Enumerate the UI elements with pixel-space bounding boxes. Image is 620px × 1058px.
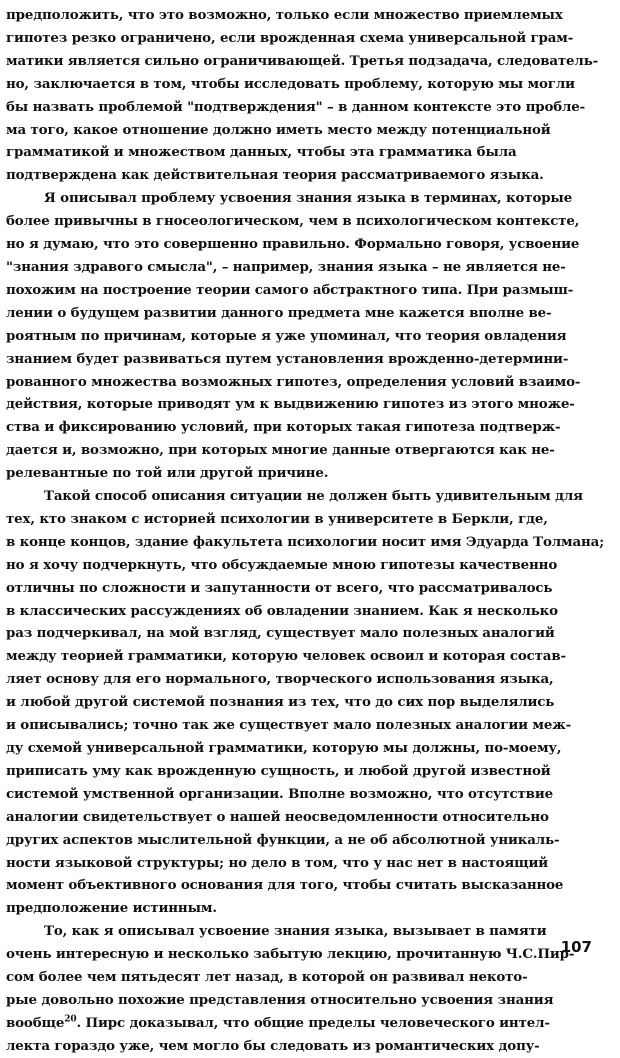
- line-text: То, как я описывал усвоение знания языка, вызывает в памяти: [44, 923, 547, 940]
- line-text: похожим на построение теории самого абстрактного типа. При размыш-: [6, 281, 574, 298]
- line-text: системой умственной организации. Вполне возможно, что отсутствие: [6, 785, 553, 802]
- line-text: дается и, возможно, при которых многие данные отвергаются как не-: [6, 442, 555, 459]
- line-text: релевантные по той или другой причине.: [6, 465, 329, 482]
- line-text: гипотез резко ограничено, если врожденная схема универсальной грам-: [6, 29, 574, 46]
- text-line: [6, 554, 612, 577]
- text-line: [6, 119, 612, 142]
- line-text: матики является сильно ограничивающей. Третья подзадача, следователь-: [6, 52, 599, 69]
- line-text: ности языковой структуры; но дело в том, что у нас нет в настоящий: [6, 854, 549, 871]
- line-text: и описывались; точно так же существует мало полезных аналогии меж-: [6, 717, 572, 734]
- line-text: в конце концов, здание факультета психологии носит имя Эдуарда Толмана;: [6, 533, 605, 550]
- line-text: и любой другой системой познания из тех, что до сих пор выделялись: [6, 694, 555, 711]
- line-text: других аспектов мыслительной функции, а не об абсолютной уникаль-: [6, 831, 560, 848]
- page-number: 107: [560, 938, 592, 956]
- line-text: ства и фиксированию условий, при которых такая гипотеза подтверж-: [6, 419, 561, 436]
- text-line: [6, 50, 612, 73]
- text-line: [6, 233, 612, 256]
- line-text: но я думаю, что это совершенно правильно. Формально говоря, усвоение: [6, 236, 580, 253]
- text-line: [6, 897, 612, 920]
- text-line: [6, 325, 612, 348]
- line-text: приписать уму как врожденную сущность, и любой другой известной: [6, 762, 551, 779]
- line-text: "знания здравого смысла", – например, знания языка – не является не-: [6, 258, 566, 275]
- line-text: Такой способ описания ситуации не должен быть удивительным для: [44, 488, 583, 505]
- text-line: [6, 783, 612, 806]
- footnote-marker: 20: [64, 1014, 77, 1025]
- text-line: [6, 668, 612, 691]
- text-line: [6, 348, 612, 371]
- line-text: раз подчеркивал, на мой взгляд, существует мало полезных аналогий: [6, 625, 555, 642]
- text-line: [6, 577, 612, 600]
- text-line: [6, 600, 612, 623]
- line-text: знанием будет развиваться путем установления врожденно-детермини-: [6, 350, 569, 367]
- text-line: [6, 187, 612, 210]
- line-text: между теорией грамматики, которую человек освоил и которая состав-: [6, 648, 566, 665]
- line-text: лении о будущем развитии данного предмета мне кажется вполне ве-: [6, 304, 552, 321]
- text-line: [6, 966, 612, 989]
- line-text: отличны по сложности и запутанности от всего, что рассматривалось: [6, 579, 553, 596]
- line-text: рые довольно похожие представления относительно усвоения знания: [6, 991, 554, 1008]
- line-text: лекта гораздо уже, чем могло бы следовать из романтических допу-: [6, 1037, 540, 1054]
- line-text-continued: . Пирс доказывал, что общие пределы человеческого интел-: [76, 1014, 550, 1031]
- text-line: [6, 4, 612, 27]
- line-text: предположение истинным.: [6, 900, 217, 917]
- line-text: момент объективного основания для того, чтобы считать высказанное: [6, 877, 564, 894]
- line-text: Я описывал проблему усвоения знания языка в терминах, которые: [44, 190, 573, 207]
- text-line: [6, 73, 612, 96]
- body-text: [6, 4, 612, 1058]
- line-text: но, заключается в том, чтобы исследовать проблему, которую мы могли: [6, 75, 575, 92]
- text-line: [6, 989, 612, 1012]
- line-text: предположить, что это возможно, только если множество приемлемых: [6, 7, 563, 23]
- text-line: [6, 485, 612, 508]
- text-line: [6, 508, 612, 531]
- line-text: роятным по причинам, которые я уже упоминал, что теория овладения: [6, 327, 567, 344]
- text-line: [6, 210, 612, 233]
- text-line: [6, 852, 612, 875]
- text-line: [6, 645, 612, 668]
- text-line: [6, 462, 612, 485]
- text-line: [6, 393, 612, 416]
- line-text: ляет основу для его нормального, творческого использования языка,: [6, 671, 554, 688]
- text-line: [6, 27, 612, 50]
- line-text: в классических рассуждениях об овладении знанием. Как я несколько: [6, 602, 558, 619]
- text-line: [6, 829, 612, 852]
- line-text: бы назвать проблемой "подтверждения" – в данном контексте это пробле-: [6, 98, 586, 115]
- text-line: [6, 874, 612, 897]
- line-text: рованного множества возможных гипотез, определения условий взаимо-: [6, 373, 581, 390]
- text-line: [6, 371, 612, 394]
- text-line: [6, 760, 612, 783]
- text-line: [6, 141, 612, 164]
- line-text: ма того, какое отношение должно иметь место между потенциальной: [6, 121, 551, 138]
- line-text: очень интересную и несколько забытую лекцию, прочитанную Ч.С.Пир-: [6, 946, 575, 963]
- text-line: [6, 622, 612, 645]
- text-line: [6, 439, 612, 462]
- line-text: тех, кто знаком с историей психологии в университете в Беркли, где,: [6, 510, 548, 527]
- line-text: вообще: [6, 1014, 65, 1031]
- line-text: подтверждена как действительная теория рассматриваемого языка.: [6, 167, 544, 184]
- text-line: [6, 920, 612, 943]
- line-text: аналогии свидетельствует о нашей неосведомленности относительно: [6, 808, 549, 825]
- line-text: действия, которые приводят ум к выдвижению гипотез из этого множе-: [6, 396, 575, 413]
- text-line: [6, 1035, 612, 1058]
- text-line: [6, 806, 612, 829]
- text-line: [6, 531, 612, 554]
- text-line: [6, 1012, 612, 1035]
- line-text: ду схемой универсальной грамматики, которую мы должны, по-моему,: [6, 740, 562, 756]
- text-line: [6, 164, 612, 187]
- line-text: более привычны в гносеологическом, чем в психологическом контексте,: [6, 213, 580, 230]
- text-line: [6, 96, 612, 119]
- text-line: [6, 691, 612, 714]
- line-text: но я хочу подчеркнуть, что обсуждаемые мною гипотезы качественно: [6, 556, 558, 573]
- text-line: [6, 714, 612, 737]
- text-line: [6, 416, 612, 439]
- text-line: [6, 737, 612, 760]
- text-line: [6, 302, 612, 325]
- line-text: сом более чем пятьдесят лет назад, в которой он развивал некото-: [6, 969, 528, 986]
- text-line: [6, 943, 612, 966]
- text-line: [6, 256, 612, 279]
- text-line: [6, 279, 612, 302]
- line-text: грамматикой и множеством данных, чтобы эта грамматика была: [6, 144, 517, 161]
